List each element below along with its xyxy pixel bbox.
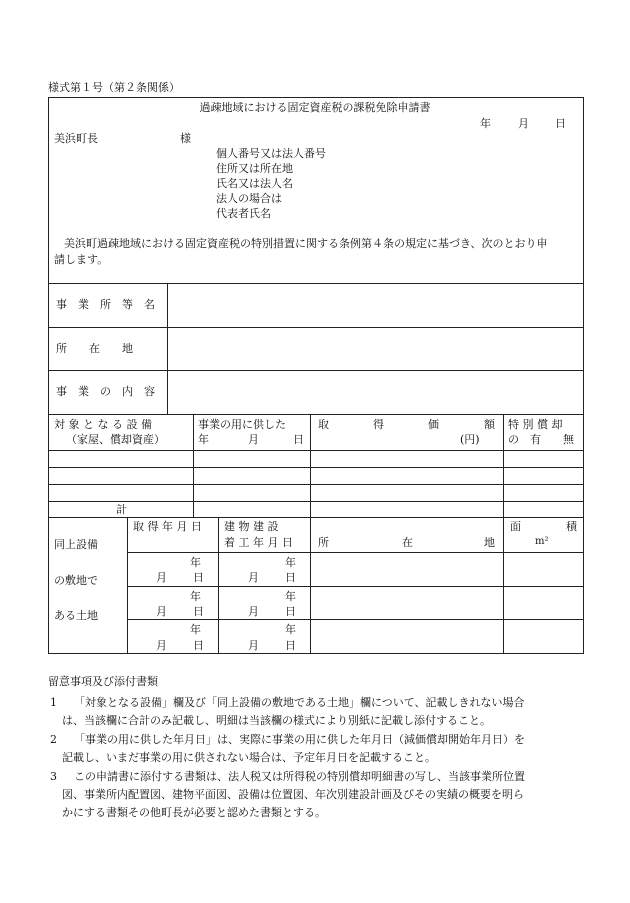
note-line: かにする書類その他町長が必要と認めた書類とする。 xyxy=(62,806,326,819)
applicant-field-address: 住所又は所在地 xyxy=(216,162,293,175)
addressee: 美浜町長 xyxy=(54,132,98,145)
equipment-col-header: 対 象 と な る 設 備 xyxy=(54,418,152,431)
form-label: 様式第１号（第２条関係） xyxy=(48,81,180,94)
note-line: 「事業の用に供した年月日」は、実際に事業の用に供した年月日（減価償却開始年月日）を xyxy=(74,733,525,746)
date-year-label: 年 xyxy=(480,117,491,130)
notes-heading: 留意事項及び添付書類 xyxy=(48,675,158,688)
construction-date-header: 建 物 建 設 xyxy=(224,520,279,533)
land-location-header-a: 所 xyxy=(318,536,329,549)
business-content-label: 事 業 の 内 容 xyxy=(56,385,155,398)
land-acq-day: 日 xyxy=(193,639,204,652)
applicant-field-rep: 代表者氏名 xyxy=(216,207,271,220)
area-header-a: 面 xyxy=(510,520,521,533)
land-build-year: 年 xyxy=(285,623,296,636)
land-build-day: 日 xyxy=(285,605,296,618)
note-number: 2 xyxy=(50,733,57,746)
note-line: 図、事業所内配置図、建物平面図、設備は位置図、年次別建設計画及びその実績の概要を明ら xyxy=(62,788,524,801)
land-location-header-b: 在 xyxy=(402,536,413,549)
total-label: 計 xyxy=(116,503,127,516)
form-title: 過疎地域における固定資産税の課税免除申請書 xyxy=(199,101,431,114)
land-acq-day: 日 xyxy=(193,605,204,618)
land-row-label-2: の敷地で xyxy=(54,574,98,587)
note-line: 記載し、いまだ事業の用に供されない場合は、予定年月日を記載すること。 xyxy=(62,751,436,764)
cost-header-c: 価 xyxy=(428,418,439,431)
land-acq-year: 年 xyxy=(190,623,201,636)
service-date-month: 月 xyxy=(248,433,259,446)
service-date-day: 日 xyxy=(293,433,304,446)
land-acq-year: 年 xyxy=(190,556,201,569)
note-line: この申請書に添付する書類は、法人税又は所得税の特別償却明細書の写し、当該事業所位置 xyxy=(74,770,525,783)
land-build-year: 年 xyxy=(285,556,296,569)
land-build-day: 日 xyxy=(285,571,296,584)
service-date-year: 年 xyxy=(198,433,209,446)
land-build-month: 月 xyxy=(248,571,259,584)
cost-header-b: 得 xyxy=(373,418,384,431)
note-line: は、当該欄に合計のみ記載し、明細は当該欄の様式により別紙に記載し添付すること。 xyxy=(62,714,491,727)
applicant-field-name: 氏名又は法人名 xyxy=(216,177,293,190)
date-month-label: 月 xyxy=(518,117,529,130)
land-build-day: 日 xyxy=(285,639,296,652)
land-build-month: 月 xyxy=(248,639,259,652)
land-acq-month: 月 xyxy=(156,639,167,652)
land-acq-month: 月 xyxy=(156,571,167,584)
construction-date-subheader: 着 工 年 月 日 xyxy=(224,536,293,549)
land-row-label-1: 同上設備 xyxy=(54,538,98,551)
cost-unit: (円) xyxy=(460,433,480,446)
land-acq-month: 月 xyxy=(156,605,167,618)
land-row-label-3: ある土地 xyxy=(54,609,98,622)
business-name-label: 事 業 所 等 名 xyxy=(56,298,155,311)
note-number: 1 xyxy=(50,696,57,709)
land-build-year: 年 xyxy=(285,590,296,603)
land-acq-year: 年 xyxy=(190,590,201,603)
area-header-b: 積 xyxy=(566,520,577,533)
land-acq-day: 日 xyxy=(193,571,204,584)
cost-header-a: 取 xyxy=(318,418,329,431)
land-build-month: 月 xyxy=(248,605,259,618)
area-unit: m² xyxy=(535,536,549,547)
special-depreciation-header: 特 別 償 却 xyxy=(508,418,563,431)
special-depreciation-subheader: の 有 無 xyxy=(508,433,574,446)
business-location-label: 所 在 地 xyxy=(56,342,133,355)
applicant-field-number: 個人番号又は法人番号 xyxy=(216,147,326,160)
note-number: 3 xyxy=(50,770,57,783)
equipment-col-subheader: （家屋、償却資産） xyxy=(66,433,165,446)
note-line: 「対象となる設備」欄及び「同上設備の敷地である土地」欄について、記載しきれない場合 xyxy=(74,696,525,709)
declaration-line-1: 美浜町過疎地域における固定資産税の特別措置に関する条例第４条の規定に基づき、次のとおり申 xyxy=(64,237,548,250)
service-date-header: 事業の用に供した xyxy=(198,418,286,431)
cost-header-d: 額 xyxy=(484,418,495,431)
date-day-label: 日 xyxy=(555,117,566,130)
honorific: 様 xyxy=(180,132,191,145)
applicant-field-corp: 法人の場合は xyxy=(216,192,282,205)
acquisition-date-header: 取 得 年 月 日 xyxy=(133,520,202,533)
declaration-line-2: 請します。 xyxy=(54,253,109,266)
land-location-header-c: 地 xyxy=(484,536,495,549)
